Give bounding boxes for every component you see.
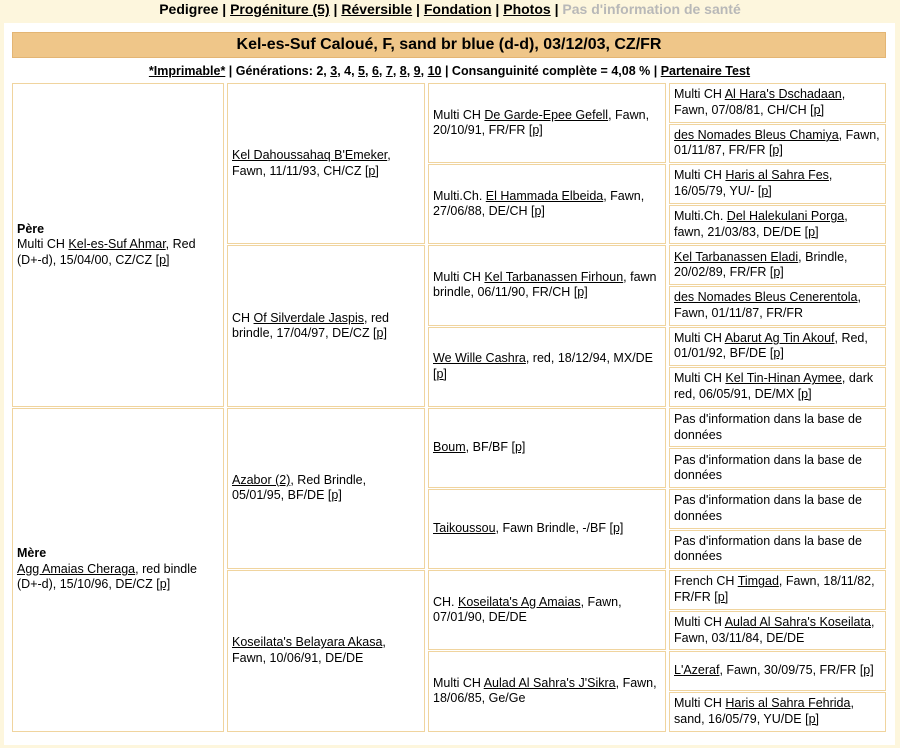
generation-link-4[interactable]: 4 [344,64,352,78]
dog-entry [17,222,219,269]
dog-details: , Fawn Brindle, -/BF [495,521,610,536]
dog-entry [674,493,881,524]
dog-entry [674,574,881,605]
gen4-cell [669,530,886,570]
gen4-cell [669,327,886,367]
dog-entry [674,87,881,118]
title-prefix: French CH [674,574,738,589]
title-prefix: Multi CH [433,269,485,284]
photo-link[interactable]: [p] [805,711,820,726]
dog-name-link[interactable]: El Hammada Elbeida [485,188,604,203]
gen4-cell [669,83,886,123]
nav-separator: | [412,1,424,17]
photo-link[interactable]: [p] [797,386,812,401]
dog-name-link[interactable]: Of Silverdale Jaspis [253,310,364,325]
dog-name-link[interactable]: L'Azeraf [674,663,720,678]
title-prefix: Multi.Ch. [433,188,486,203]
dog-name-link[interactable]: Agg Amaias Cheraga [17,561,136,576]
info-line [4,63,895,79]
photo-link[interactable]: [p] [768,143,783,158]
gen4-cell [669,408,886,448]
photo-link[interactable]: [p] [364,163,379,178]
dog-name-link[interactable]: Haris al Sahra Fehrida [725,696,851,711]
dog-details: , Brindle, 20/02/89, FR/FR [674,249,848,280]
title-prefix: Multi CH [433,107,485,122]
gen2-cell [227,570,425,731]
title-prefix: Multi CH [674,87,725,102]
dog-name-link[interactable]: Kel-es-Suf Ahmar [68,237,166,252]
partenaire-test-link[interactable]: Partenaire Test [660,64,751,78]
nav-separator: | [491,1,504,17]
nav-pedigree[interactable]: Pedigree [159,1,219,17]
dog-details: , Red (D+-d), 15/04/00, CZ/CZ [17,237,196,267]
dog-details: , fawn brindle, 06/11/90, FR/CH [433,269,657,300]
gen4-cell [669,448,886,488]
pedigree-frame [4,23,895,745]
imprimable-link[interactable]: *Imprimable* [148,64,226,78]
dog-name-link[interactable]: Aulad Al Sahra's Koseilata [724,615,871,630]
dog-details: , red bindle (D+-d), 15/10/96, DE/CZ [17,561,197,592]
photo-link[interactable]: [p] [810,102,825,117]
nav-separator: | [550,1,563,17]
dog-details: , Fawn, 11/11/93, CH/CZ [232,148,391,178]
dam-cell [12,408,224,732]
photo-link[interactable]: [p] [530,204,545,219]
generation-link-3[interactable]: 3 [330,64,338,78]
dog-name-link[interactable]: De Garde-Epee Gefell [484,107,609,122]
dog-entry [433,676,661,707]
photo-link[interactable]: [p] [433,366,447,381]
title-prefix: Multi CH [674,330,725,345]
dog-entry [433,595,661,626]
gen3-cell [428,408,666,488]
photo-link[interactable]: [p] [573,285,588,300]
gen3-cell [428,245,666,325]
dog-name-link[interactable]: Taikoussou [433,521,496,536]
dog-entry [674,453,881,484]
photo-link[interactable]: [p] [859,663,874,678]
photo-link[interactable]: [p] [609,521,624,536]
nav-separator: | [218,1,231,17]
dog-name-link[interactable]: Kel Tarbanassen Firhoun [484,269,624,284]
photo-link[interactable]: [p] [511,440,526,455]
photo-link[interactable]: [p] [804,224,819,239]
dog-entry [674,128,881,159]
gen3-cell [428,570,666,650]
generation-separator: , [392,64,400,78]
generation-link-10[interactable]: 10 [427,64,442,78]
dog-details: , red, 18/12/94, MX/DE [525,351,654,366]
gen4-cell [669,611,886,651]
gen3-cell [428,489,666,569]
dog-name-link[interactable]: des Nomades Bleus Cenerentola [674,290,858,305]
title-prefix: Multi CH [17,237,69,252]
generation-separator: , [378,64,386,78]
gen4-cell [669,692,886,732]
title-prefix: Multi CH [674,615,725,630]
gen4-cell [669,489,886,529]
sire-cell [12,83,224,407]
dog-details: , red brindle, 17/04/97, DE/CZ [232,310,390,341]
dog-details: , BF/BF [465,440,512,455]
photo-link[interactable]: [p] [769,265,784,280]
gen4-cell [669,651,886,691]
dog-entry [232,635,420,666]
dog-details: , Red, 01/01/92, BF/DE [674,330,868,361]
dog-entry [433,189,661,220]
dog-details: , 16/05/79, YU/- [674,168,833,198]
generations-label: | Générations: [225,64,317,78]
dog-entry [674,290,881,321]
photo-link[interactable]: [p] [714,589,729,604]
title-prefix: CH [232,310,254,325]
dog-entry [674,331,881,362]
generation-link-9[interactable]: 9 [413,64,421,78]
dog-entry [674,615,881,646]
dog-name-link[interactable]: Kel Dahoussahaq B'Emeker [232,148,388,163]
dog-details: , Fawn, 03/11/84, DE/DE [674,615,875,645]
dog-name-link[interactable]: Abarut Ag Tin Akouf [724,330,835,345]
dog-details: , Fawn, 01/11/87, FR/FR [674,290,861,320]
nav-fondation-link[interactable]: Fondation [423,1,492,17]
nav-photos-link[interactable]: Photos [503,1,551,17]
generation-link-7[interactable]: 7 [385,64,393,78]
title-prefix: Multi CH [674,168,726,183]
no-info-text: Pas d'information dans la base de données [674,493,862,523]
dog-name-link[interactable]: des Nomades Bleus Chamiya [674,127,839,142]
photo-link[interactable]: [p] [757,183,772,198]
photo-link[interactable]: [p] [156,577,171,592]
dog-title: Kel-es-Suf Caloué, F, sand br blue (d-d), 03/12/03, CZ/FR [12,32,886,58]
parent-label: Père [17,221,45,236]
generation-separator: , [420,64,428,78]
dog-details: , Fawn, 20/10/91, FR/FR [433,107,650,138]
dog-entry [674,663,874,679]
parent-label: Mère [17,546,47,561]
photo-link[interactable]: [p] [327,488,342,503]
gen4-cell [669,286,886,326]
gen4-cell [669,245,886,285]
dog-details: , Fawn, 07/08/81, CH/CH [674,87,846,117]
dog-details: , Fawn, 18/11/82, FR/FR [674,574,875,604]
no-info-text: Pas d'information dans la base de données [674,533,862,564]
dog-name-link[interactable]: Kel Tarbanassen Eladi [674,249,799,264]
consanguinity-text: | Consanguinité complète = 4,08 % | [441,64,661,78]
dog-name-link[interactable]: Haris al Sahra Fes [725,168,829,183]
dog-entry [232,311,420,342]
dog-entry [433,270,661,301]
gen3-cell [428,651,666,731]
dog-name-link[interactable]: Kel Tin-Hinan Aymee [725,371,842,386]
dog-name-link[interactable]: Koseilata's Belayara Akasa [232,635,383,650]
dog-entry [17,546,219,593]
dog-details: , Fawn, 30/09/75, FR/FR [719,663,860,678]
dog-details: , fawn, 21/03/83, DE/DE [674,209,848,239]
top-nav [0,0,900,22]
dog-name-link[interactable]: Del Halekulani Porga [726,209,845,224]
nav-separator: | [329,1,342,17]
no-info-text: Pas d'information dans la base de données [674,412,862,442]
dog-entry [232,473,420,504]
dog-details: , sand, 16/05/79, YU/DE [674,696,854,726]
generation-link-6[interactable]: 6 [371,64,379,78]
dog-name-link[interactable]: Azabor (2) [232,472,291,487]
title-prefix: Multi CH [674,371,726,386]
photo-link[interactable]: [p] [528,123,543,138]
dog-entry [674,209,881,240]
dog-entry [674,168,881,199]
dog-name-link[interactable]: Al Hara's Dschadaan [724,87,842,102]
dog-entry [433,521,623,537]
dog-details: , Fawn, 10/06/91, DE/DE [232,635,386,665]
generation-separator: , [365,64,372,78]
nav-reversible-link[interactable]: Réversible [341,1,413,17]
title-prefix: Multi.Ch. [674,209,727,224]
dog-entry [674,696,881,727]
dog-entry [232,148,420,179]
dog-details: , Fawn, 27/06/88, DE/CH [433,188,645,219]
title-prefix: Multi CH [433,675,484,690]
nav-progeniture-link[interactable]: Progéniture (5) [230,1,330,17]
title-prefix: CH. [433,594,458,609]
dog-entry [674,534,881,565]
dog-details: , dark red, 06/05/91, DE/MX [674,371,874,401]
dog-entry [674,250,881,281]
dog-details: , Fawn, 07/01/90, DE/DE [433,594,622,625]
generation-separator: , [323,64,331,78]
gen2-cell [227,83,425,244]
photo-link[interactable]: [p] [373,326,387,341]
gen4-cell [669,124,886,164]
dog-entry [433,440,525,456]
dog-details: , Fawn, 18/06/85, Ge/Ge [433,675,657,706]
no-info-text: Pas d'information dans la base de données [674,452,862,483]
dog-details: , Fawn, 01/11/87, FR/FR [674,127,880,158]
generation-link-8[interactable]: 8 [399,64,407,78]
dog-entry [433,108,661,139]
dog-details: , Red Brindle, 05/01/95, BF/DE [232,472,367,503]
nav-sante-disabled: Pas d'information de santé [562,1,741,17]
generation-link-2[interactable]: 2 [316,64,324,78]
photo-link[interactable]: [p] [155,252,170,267]
generation-separator: , [351,64,359,78]
gen4-cell [669,367,886,407]
gen2-cell [227,245,425,406]
dog-entry [674,371,881,402]
gen4-cell [669,205,886,245]
generation-separator: , [337,64,345,78]
dog-name-link[interactable]: Koseilata's Ag Amaias [458,594,581,609]
dog-name-link[interactable]: We Wille Cashra [433,351,526,366]
generation-link-5[interactable]: 5 [358,64,365,78]
gen3-cell [428,327,666,407]
title-prefix: Multi CH [674,696,726,711]
gen2-cell [227,408,425,569]
photo-link[interactable]: [p] [769,346,784,361]
gen3-cell [428,164,666,244]
gen4-cell [669,164,886,204]
dog-name-link[interactable]: Boum [433,440,466,455]
generation-links [316,64,441,78]
generation-separator: , [406,64,414,78]
dog-entry [433,351,661,382]
dog-name-link[interactable]: Aulad Al Sahra's J'Sikra [483,675,616,690]
dog-entry [674,412,881,443]
gen4-cell [669,570,886,610]
gen3-cell [428,83,666,163]
dog-name-link[interactable]: Timgad [737,574,779,589]
